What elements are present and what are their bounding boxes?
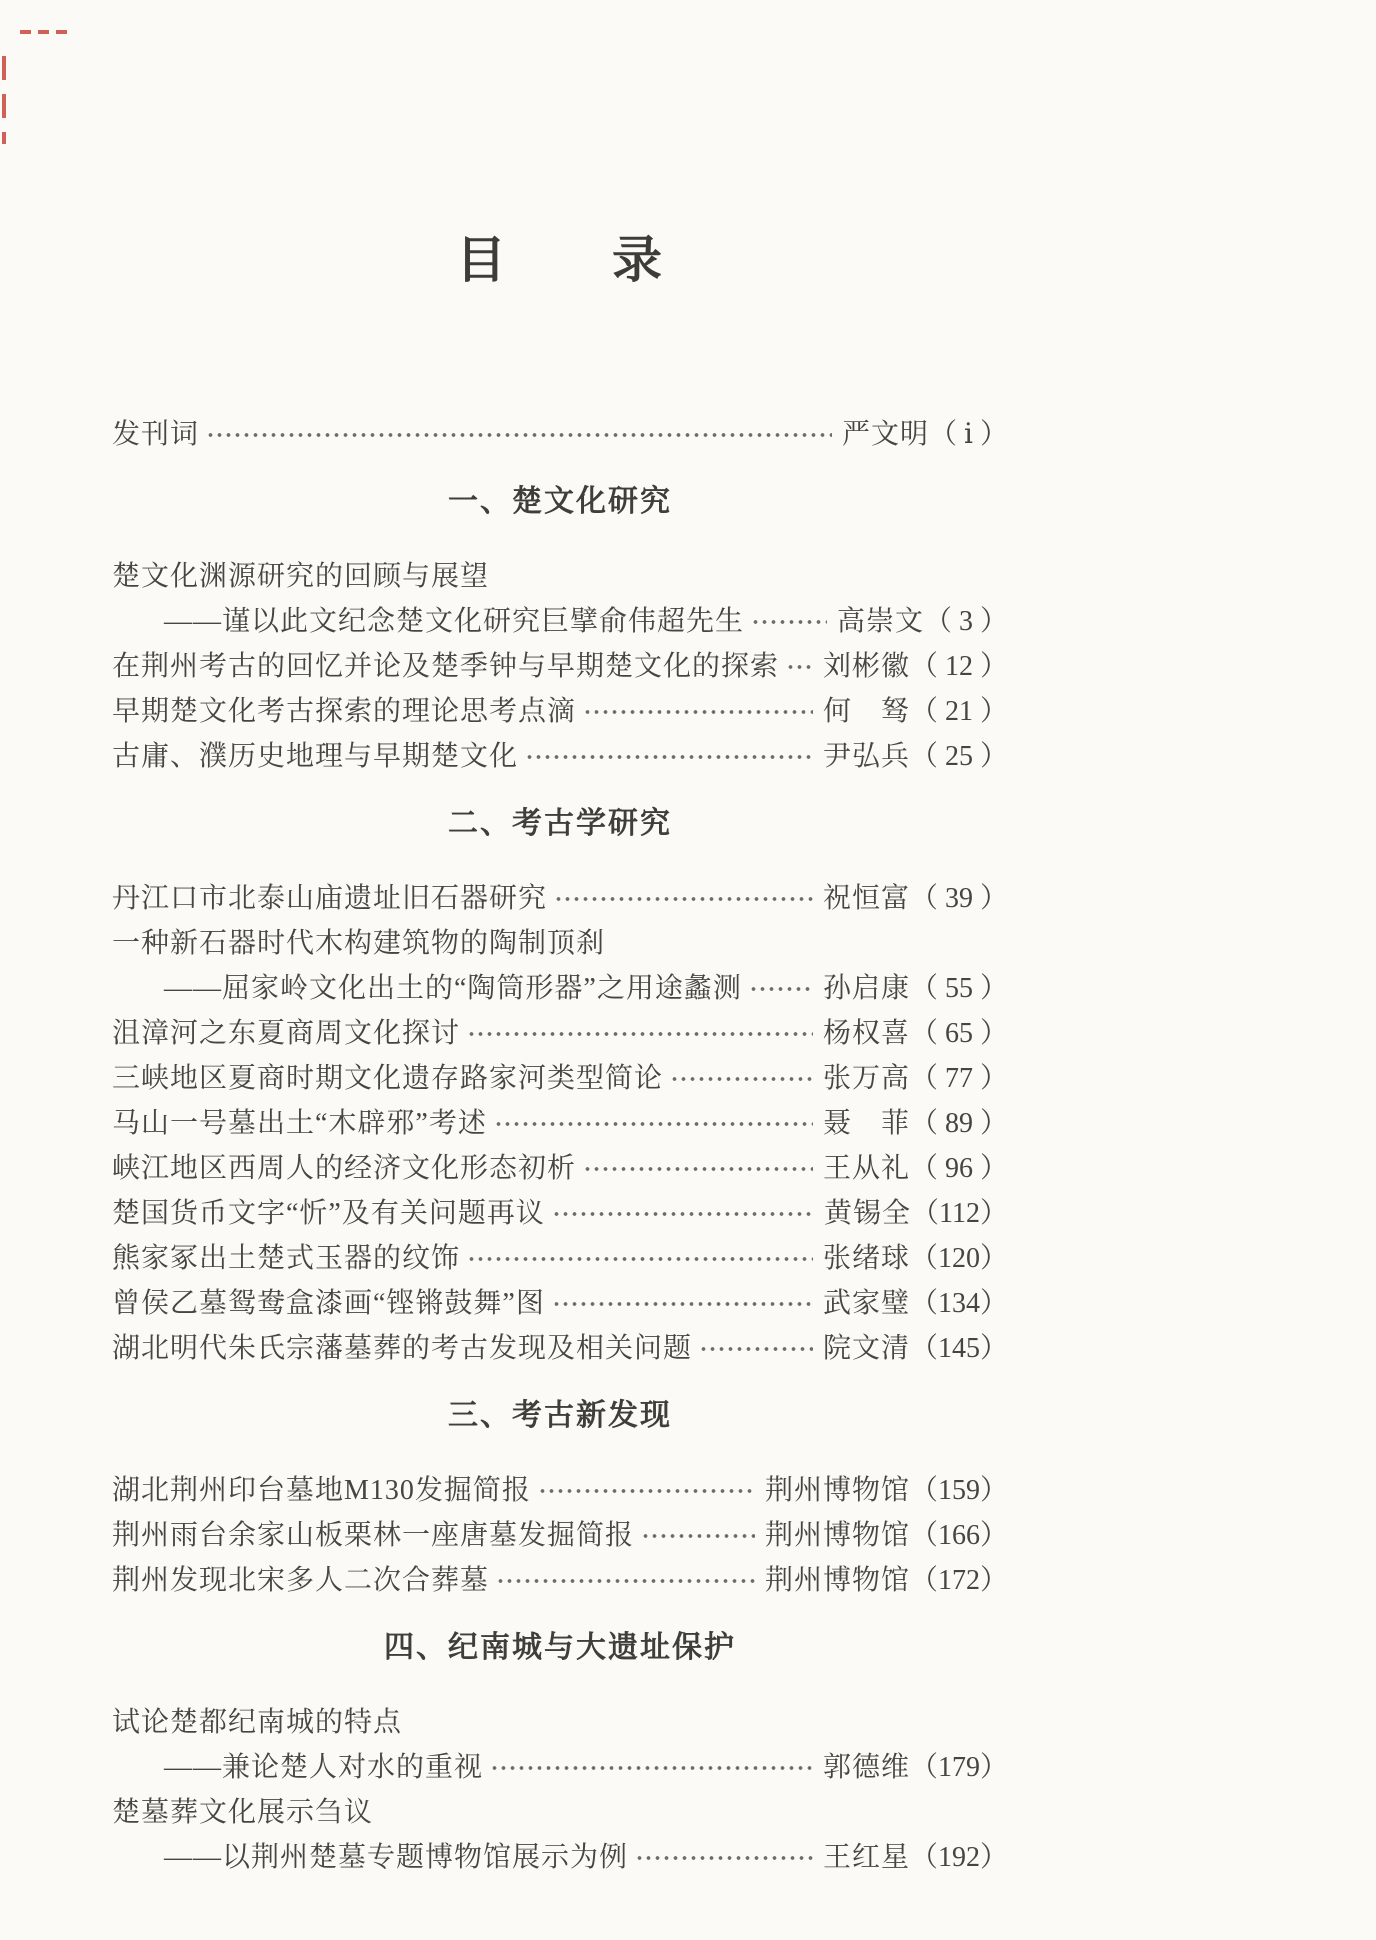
dot-leader (786, 663, 813, 671)
dot-leader (635, 1854, 813, 1862)
entry-title: 湖北荆州印台墓地M130发掘简报 (112, 1475, 531, 1506)
entry-page: （159） (909, 1475, 1008, 1506)
entry-title: 曾侯乙墓鸳鸯盒漆画“铿锵鼓舞”图 (112, 1288, 545, 1319)
entry-author: 武家璧 (822, 1288, 910, 1319)
page-title: 目 录 (456, 232, 664, 288)
dot-leader (206, 431, 832, 439)
entry-page: （ 12 ） (909, 651, 1008, 682)
toc-entry-row (112, 689, 1008, 734)
dot-leader (583, 1165, 813, 1173)
entry-title: 丹江口市北泰山庙遗址旧石器研究 (112, 883, 548, 914)
entry-page: （179） (909, 1752, 1008, 1783)
dot-leader (641, 1532, 755, 1540)
entry-author: 严文明 (842, 419, 930, 450)
toc-entry-row (112, 1835, 1008, 1880)
entry-title: 荆州发现北宋多人二次合葬墓 (112, 1565, 490, 1596)
entry-author: 郭德维 (822, 1752, 910, 1783)
section-heading: 三、考古新发现 (448, 1399, 672, 1432)
entry-title: 熊家冢出土楚式玉器的纹饰 (112, 1243, 461, 1274)
entry-author: 杨权喜 (822, 1018, 910, 1049)
entry-title: ——兼论楚人对水的重视 (164, 1752, 484, 1783)
entry-author: 尹弘兵 (822, 741, 910, 772)
scan-artifact-left (2, 56, 6, 144)
dot-leader (467, 1255, 813, 1263)
entry-title: 沮漳河之东夏商周文化探讨 (112, 1018, 461, 1049)
dot-leader (525, 753, 813, 761)
entry-page: （ 65 ） (909, 1018, 1008, 1049)
entry-title: ——以荆州楚墓专题博物馆展示为例 (164, 1842, 629, 1873)
entry-author: 祝恒富 (822, 883, 910, 914)
entry-page: （ 77 ） (909, 1063, 1008, 1094)
toc-entry-row (112, 1101, 1008, 1146)
entry-author: 高崇文 (836, 606, 924, 637)
entry-title: 在荆州考古的回忆并论及楚季钟与早期楚文化的探索 (112, 651, 780, 682)
entry-title: 楚国货币文字“忻”及有关问题再议 (112, 1198, 545, 1229)
entry-author: 院文清 (822, 1333, 910, 1364)
entry-title: 荆州雨台余家山板栗林一座唐墓发掘简报 (112, 1520, 635, 1551)
toc-entry-row (112, 1056, 1008, 1101)
entry-pretitle: 试论楚都纪南城的特点 (112, 1707, 403, 1738)
dot-leader (554, 895, 813, 903)
toc-content (112, 228, 1008, 1880)
entry-pretitle: 一种新石器时代木构建筑物的陶制顶刹 (112, 928, 606, 959)
toc-entry-row (112, 644, 1008, 689)
entry-page: （172） (909, 1565, 1008, 1596)
scan-artifact-top (20, 30, 72, 34)
entry-title: 峡江地区西周人的经济文化形态初析 (112, 1153, 577, 1184)
entry-pretitle: 楚文化渊源研究的回顾与展望 (112, 561, 490, 592)
entry-page: （ 25 ） (909, 741, 1008, 772)
toc-entry-row (112, 599, 1008, 644)
entry-page: （ 39 ） (909, 883, 1008, 914)
entry-page: （134） (909, 1288, 1008, 1319)
toc-entry-row (112, 734, 1008, 779)
entry-page: （ 96 ） (909, 1153, 1008, 1184)
dot-leader (552, 1300, 813, 1308)
dot-leader (749, 985, 813, 993)
entry-page: （145） (909, 1333, 1008, 1364)
toc-entry-row (112, 1745, 1008, 1790)
entry-title: 马山一号墓出土“木辟邪”考述 (112, 1108, 487, 1139)
entry-page: （ 21 ） (909, 696, 1008, 727)
toc-entry-row (112, 1558, 1008, 1603)
toc-entry-row (112, 1011, 1008, 1056)
section-heading: 一、楚文化研究 (448, 485, 672, 518)
dot-leader (496, 1577, 755, 1585)
entry-author: 黄锡全 (824, 1198, 912, 1229)
entry-author: 王红星 (822, 1842, 910, 1873)
entry-author: 荆州博物馆 (764, 1565, 910, 1596)
entry-page: （192） (909, 1842, 1008, 1873)
entry-page: （166） (909, 1520, 1008, 1551)
dot-leader (467, 1030, 813, 1038)
entry-author: 刘彬徽 (822, 651, 910, 682)
entry-page: （ ⅰ ） (929, 419, 1008, 450)
dot-leader (494, 1120, 813, 1128)
entry-author: 王从礼 (822, 1153, 910, 1184)
dot-leader (699, 1345, 813, 1353)
entry-title: ——屈家岭文化出土的“陶筒形器”之用途蠡测 (164, 973, 742, 1004)
entry-author: 何 驽 (822, 696, 910, 727)
dot-leader (538, 1487, 755, 1495)
entry-page: （ 89 ） (909, 1108, 1008, 1139)
toc-entry-row (112, 876, 1008, 921)
entry-page: （ 3 ） (923, 606, 1008, 637)
entry-title: 古庸、濮历史地理与早期楚文化 (112, 741, 519, 772)
entry-title: 三峡地区夏商时期文化遗存路家河类型简论 (112, 1063, 664, 1094)
entry-author: 荆州博物馆 (764, 1520, 910, 1551)
dot-leader (670, 1075, 813, 1083)
entry-page: （120） (909, 1243, 1008, 1274)
toc-entry-row (112, 1513, 1008, 1558)
toc-entry-row (112, 1468, 1008, 1513)
dot-leader (490, 1764, 813, 1772)
entry-author: 荆州博物馆 (764, 1475, 910, 1506)
entry-page: （112） (911, 1198, 1008, 1229)
entry-author: 聂 菲 (822, 1108, 910, 1139)
section-heading: 四、纪南城与大遗址保护 (384, 1631, 736, 1664)
toc-entry-row (112, 1146, 1008, 1191)
entry-title: 发刊词 (112, 419, 200, 450)
toc-entry-row (112, 1191, 1008, 1236)
entry-pretitle: 楚墓葬文化展示刍议 (112, 1797, 374, 1828)
entry-author: 孙启康 (822, 973, 910, 1004)
entry-author: 张万高 (822, 1063, 910, 1094)
dot-leader (583, 708, 813, 716)
toc-entry-row (112, 966, 1008, 1011)
entry-page: （ 55 ） (909, 973, 1008, 1004)
entry-author: 张绪球 (822, 1243, 910, 1274)
toc-body (112, 412, 1008, 1880)
entry-title: 湖北明代朱氏宗藩墓葬的考古发现及相关问题 (112, 1333, 693, 1364)
dot-leader (751, 618, 827, 626)
toc-entry-row (112, 1236, 1008, 1281)
dot-leader (552, 1210, 814, 1218)
toc-entry-row (112, 412, 1008, 457)
entry-title: 早期楚文化考古探索的理论思考点滴 (112, 696, 577, 727)
entry-title: ——谨以此文纪念楚文化研究巨擘俞伟超先生 (164, 606, 745, 637)
toc-entry-row (112, 1281, 1008, 1326)
toc-entry-row (112, 1326, 1008, 1371)
section-heading: 二、考古学研究 (448, 807, 672, 840)
